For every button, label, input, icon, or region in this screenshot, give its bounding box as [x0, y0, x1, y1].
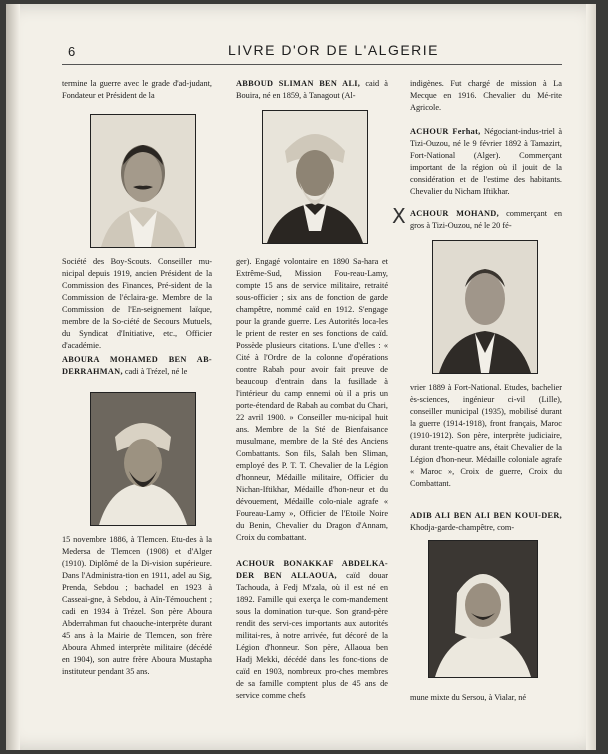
entry-adib-cont: mune mixte du Sersou, à Vialar, né [410, 693, 527, 702]
portrait-photo [90, 114, 196, 248]
handwritten-x-mark: X [392, 204, 406, 228]
entry-name: ABOURA MOHAMED BEN AB-DERRAHMAN, [62, 355, 212, 376]
page-number: 6 [68, 44, 76, 59]
entry-name: ADIB ALI BEN ALI BEN KOUI-DER, [410, 511, 562, 520]
col1-top-text: termine la guerre avec le grade d'ad-judant, Fondateur et Président de la [62, 79, 212, 100]
portrait-photo [428, 540, 538, 678]
page-edge [586, 4, 596, 750]
col3-top-text: indigènes. Fut chargé de mission à La Mecque en 1916. Chevalier du Mé-rite Agricole. [410, 79, 562, 112]
entry-name: ACHOUR BONAKKAF ABDELKA-DER BEN ALLAOUA, [236, 559, 388, 580]
entry-abboud: ABBOUD SLIMAN BEN ALI, caid à Bouira, né en 1859, à Tanagout (Al- [236, 79, 388, 100]
entry-bonakkaf: ACHOUR BONAKKAF ABDELKA-DER BEN ALLAOUA, caïd douar Tachouda, à Fedj M'zala, où il est né en 1892. Famille qui exerça le com-mandement sous la domination tur-que. Son grand-père rendit des servi-ces importants aux autorités militai-res, à notre arrivée, fut décoré de la Légion d'honneur. Son père, Allaoua ben Hadj Mekki, décédé dans les fonc-tions de caïd en 1903, nombreux pro-ches membres de sa famille comptent plus de 45 ans de service comme chefs [236, 559, 388, 700]
entry-achour-mohand-body: vrier 1889 à Fort-National. Etudes, bachelier ès-sciences, ingénieur ci-vil (Lille), conseiller municipal (1935), mobilisé durant la guerre (1914-1918), front français, Maroc (1910-1912). Son père, interprète judiciaire, durant trente-quatre ans, était Chevalier de la Légion d'hon-neur. Médaille coloniale agrafe « Maroc », Croix de guerre, Croix du Combattant. [410, 383, 562, 488]
entry-name: ACHOUR MOHAND, [410, 209, 499, 218]
book-spine-shadow [6, 4, 20, 750]
entry-aboura-body: 15 novembre 1886, à Tlemcen. Etu-des à la Medersa de Tlemcen (1908) et d'Alger (1910). Diplômé de la Di-vision supérieure. Dans l'Administra-tion en 1911, adel au Sig, Prenda, Sebdou ; bachadel en 1923 à Casseai-gne, à Sebdou, à Aïn-Témouchent ; cadi en 1934 à Trézel. Son père Aboura Abderrahman fut chaouche-interprète durant 45 ans à la Mairie de Tlemcen, son frère Aboura Ahmed interprète militaire (décédé en 1904), son autre frère Aboura Mustapha instituteur pendant 35 ans. [62, 535, 212, 676]
header-rule [62, 64, 562, 65]
portrait-photo [262, 110, 368, 244]
entry-abboud-body: ger). Engagé volontaire en 1890 Sa-hara et Extrême-Sud, Mission Fou-reau-Lamy, compte 15 ans de service militaire, retraité sous-officier ; six ans de fonction de garde champêtre, nommé caïd en 1912. S'engage pour la grande guerre. Les Autorités loca-les le prient de rester en ses fonctions de caïd. Possède plusieurs citations. L'une d'elles : « Cité à l'Ordre de la colonne d'opérations contre Rabah pour avoir fait preuve de beaucoup d'entrain dans la fusillade à l'intérieur du camp ennemi où il a pris un porte-étendard de Rabah au combat du Chari, 22 avril 1900. » Conseiller mu-nicipal huit ans. Membre de la Sté de Bienfaisance musulmane, membre de la Sté des Anciens Combattants. Son fils, Salah ben Sliman, employé des P. T. T. Chevalier de la Légion d'honneur, Médaille militaire, Officier du Nichan-Iftikhar, Médaille d'hon-neur et du dévouement, Médaille colo-niale agrafe « Foureau-Lamy », Officier de l'Etoile Noire du Benin, Chevalier du Dragon d'Annam, Croix du combattant. [236, 257, 388, 542]
entry-name: ACHOUR Ferhat, [410, 127, 481, 136]
col1-bio-continued: Société des Boy-Scouts. Conseiller mu-nicipal depuis 1919, ancien Président de la Commission des Finances, Pré-sident de la Commission de l'éclaira-ge. Membre de la Commission de l'En-seignement laïque, membre de la So-ciété de Secours Mutuels, du Syndicat d'Initiative, etc., Officier d'académie. [62, 257, 212, 350]
entry-achour-ferhat: ACHOUR Ferhat, Négociant-indus-triel à Tizi-Ouzou, né le 9 février 1892 à Tamazirt, Fort-National (Alger). Commerçant important de la région où il jouit de la considération et de l'estime des habitants. Chevalier du Nicham Iftikhar. [410, 127, 563, 196]
portrait-photo [432, 240, 538, 374]
entry-name: ABBOUD SLIMAN BEN ALI, [236, 79, 361, 88]
entry-adib: ADIB ALI BEN ALI BEN KOUI-DER, Khodja-garde-champêtre, com- [410, 511, 562, 532]
portrait-photo [90, 392, 196, 526]
page-header [68, 40, 578, 62]
running-title: LIVRE D'OR DE L'ALGERIE [228, 42, 440, 58]
entry-aboura: ABOURA MOHAMED BEN AB-DERRAHMAN, cadi à Trézel, né le [62, 355, 212, 376]
entry-achour-mohand: ACHOUR MOHAND, commerçant en gros à Tizi-Ouzou, né le 20 fé- [410, 209, 563, 230]
